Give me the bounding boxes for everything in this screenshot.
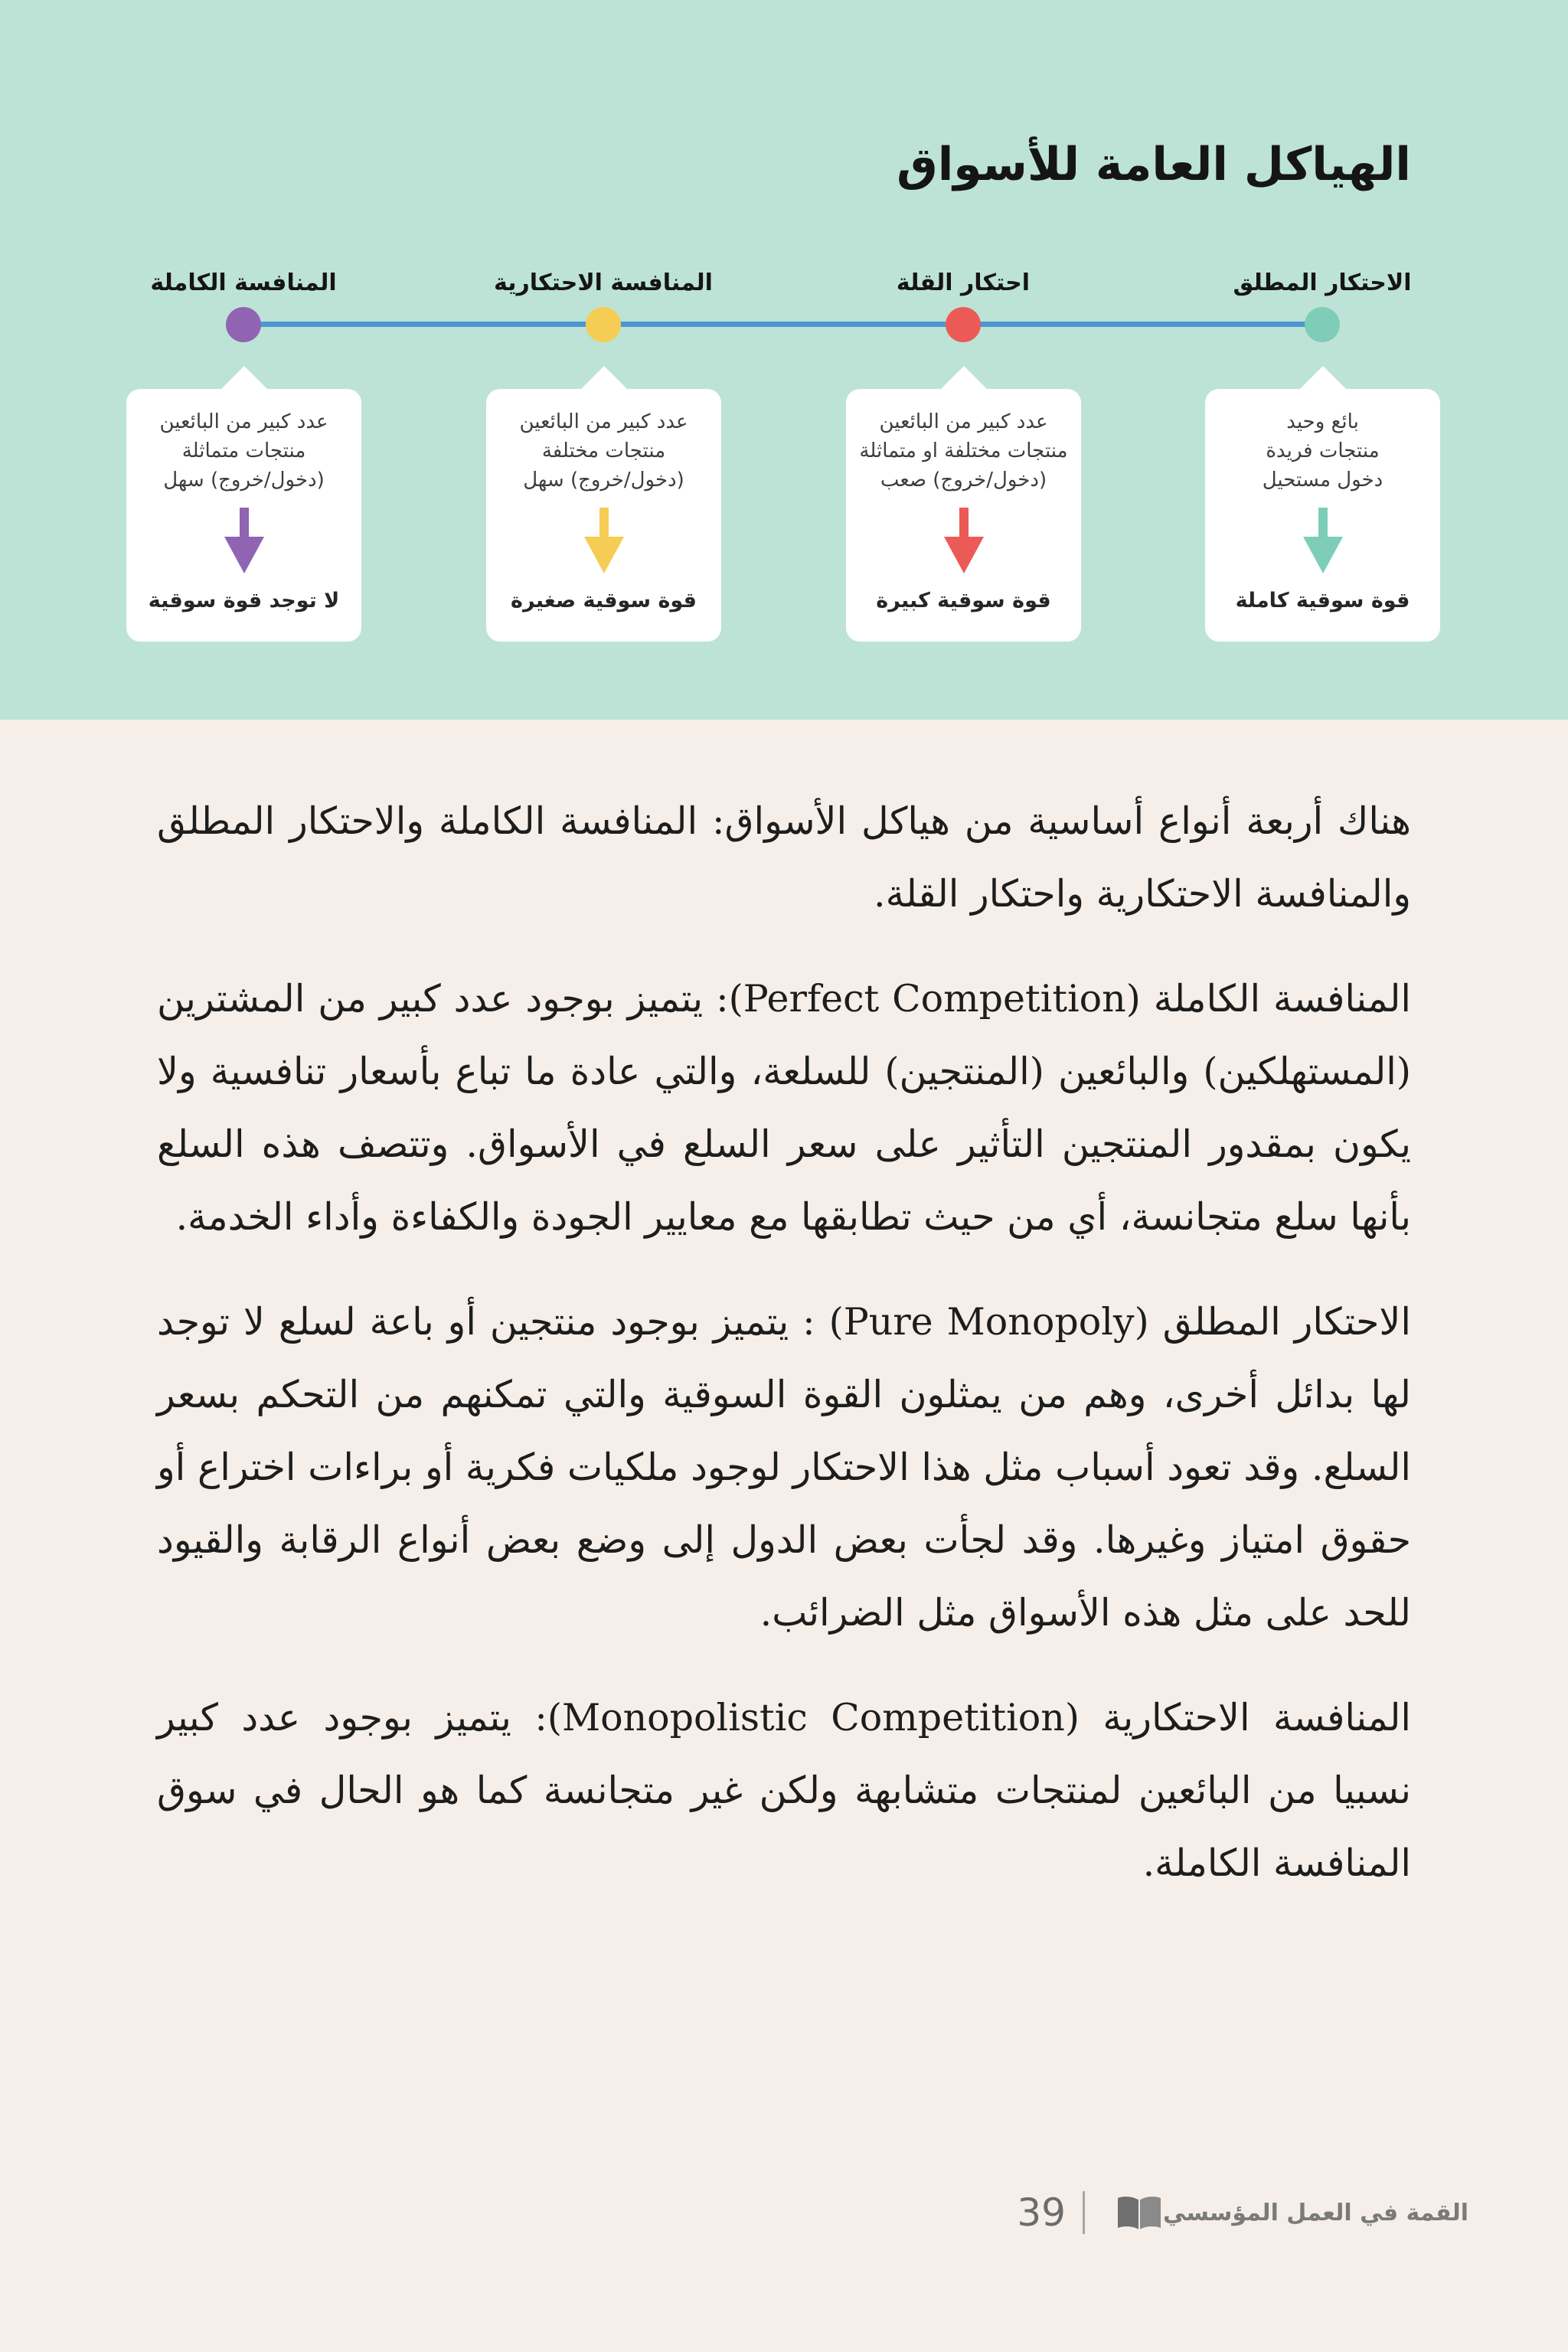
stage-label-perfect-competition: المنافسة الكاملة — [150, 270, 337, 296]
card-line: منتجات مختلفة او متماثلة — [859, 439, 1068, 462]
page-number: 39 — [1017, 2190, 1066, 2235]
paragraph-monopolistic-competition: المنافسة الاحتكارية (Monopolistic Competition): يتميز بوجود عدد كبير نسبيا من البائعين لمنتجات متشابهة ولكن غير متجانسة كما هو الحال في سوق المنافسة الكاملة. — [157, 1696, 1412, 1885]
book-title: القمة في العمل المؤسسي — [1163, 2199, 1468, 2226]
stage-label-oligopoly: احتكار القلة — [896, 270, 1031, 296]
stage-card-monopolistic-competition — [486, 389, 721, 642]
paragraph-perfect-competition: المنافسة الكاملة (Perfect Competition): يتميز بوجود عدد كبير من المشترين (المستهلكين) والبائعين (المنتجين) للسلعة، والتي عادة ما تباع بأسعار تنافسية ولا يكون بمقدور المنتجين التأثير على سعر السلع في الأسواق. وتتصف هذه السلع بأنها سلع متجانسة، أي من حيث تطابقها مع معايير الجودة والكفاءة وأداء الخدمة. — [157, 977, 1411, 1239]
page-footer — [1017, 2190, 1468, 2236]
diagram-title: الهياكل العامة للأسواق — [897, 138, 1411, 191]
card-line: عدد كبير من البائعين — [159, 410, 328, 433]
card-line: منتجات متماثلة — [181, 439, 306, 462]
down-arrow-icon — [224, 508, 264, 573]
stage-card-pure-monopoly — [1205, 389, 1440, 642]
card-result: لا توجد قوة سوقية — [148, 589, 340, 612]
stage-card-oligopoly — [846, 389, 1081, 642]
card-line: (دخول/خروج) سهل — [163, 469, 325, 492]
card-line: (دخول/خروج) صعب — [880, 469, 1047, 492]
stage-label-monopolistic-competition: المنافسة الاحتكارية — [494, 270, 713, 296]
stage-dot-oligopoly — [946, 307, 981, 342]
down-arrow-icon — [584, 508, 624, 573]
card-line: منتجات فريدة — [1266, 439, 1380, 462]
card-line: عدد كبير من البائعين — [519, 410, 688, 433]
body-text — [157, 785, 1411, 1932]
card-line: عدد كبير من البائعين — [879, 410, 1048, 433]
market-structures-diagram — [0, 0, 1568, 720]
timeline-line — [243, 322, 1323, 327]
card-result: قوة سوقية كبيرة — [876, 589, 1051, 612]
stage-dot-perfect-competition — [226, 307, 261, 342]
down-arrow-icon — [944, 508, 984, 573]
footer-divider — [1083, 2191, 1085, 2234]
card-line: بائع وحيد — [1286, 410, 1359, 433]
card-result: قوة سوقية كاملة — [1235, 589, 1410, 612]
book-icon — [1116, 2194, 1163, 2231]
down-arrow-icon — [1303, 508, 1343, 573]
stage-dot-pure-monopoly — [1305, 307, 1340, 342]
card-result: قوة سوقية صغيرة — [511, 589, 697, 612]
stage-label-pure-monopoly: الاحتكار المطلق — [1233, 270, 1412, 296]
card-line: منتجات مختلفة — [541, 439, 666, 462]
card-line: (دخول/خروج) سهل — [523, 469, 684, 492]
paragraph-intro: هناك أربعة أنواع أساسية من هياكل الأسواق: المنافسة الكاملة والاحتكار المطلق والمنافسة الاحتكارية واحتكار القلة. — [157, 799, 1411, 916]
paragraph-pure-monopoly: الاحتكار المطلق (Pure Monopoly) : يتميز بوجود منتجين أو باعة لسلع لا توجد لها بدائل أخرى، وهم من يمثلون القوة السوقية والتي تمكنهم من التحكم بسعر السلع. وقد تعود أسباب مثل هذا الاحتكار لوجود ملكيات فكرية أو براءات اختراع أو حقوق امتياز وغيرها. وقد لجأت بعض الدول إلى وضع بعض أنواع الرقابة والقيود للحد على مثل هذه الأسواق مثل الضرائب. — [157, 1300, 1411, 1635]
card-line: دخول مستحيل — [1262, 469, 1383, 492]
stage-card-perfect-competition — [126, 389, 361, 642]
stage-dot-monopolistic-competition — [586, 307, 621, 342]
